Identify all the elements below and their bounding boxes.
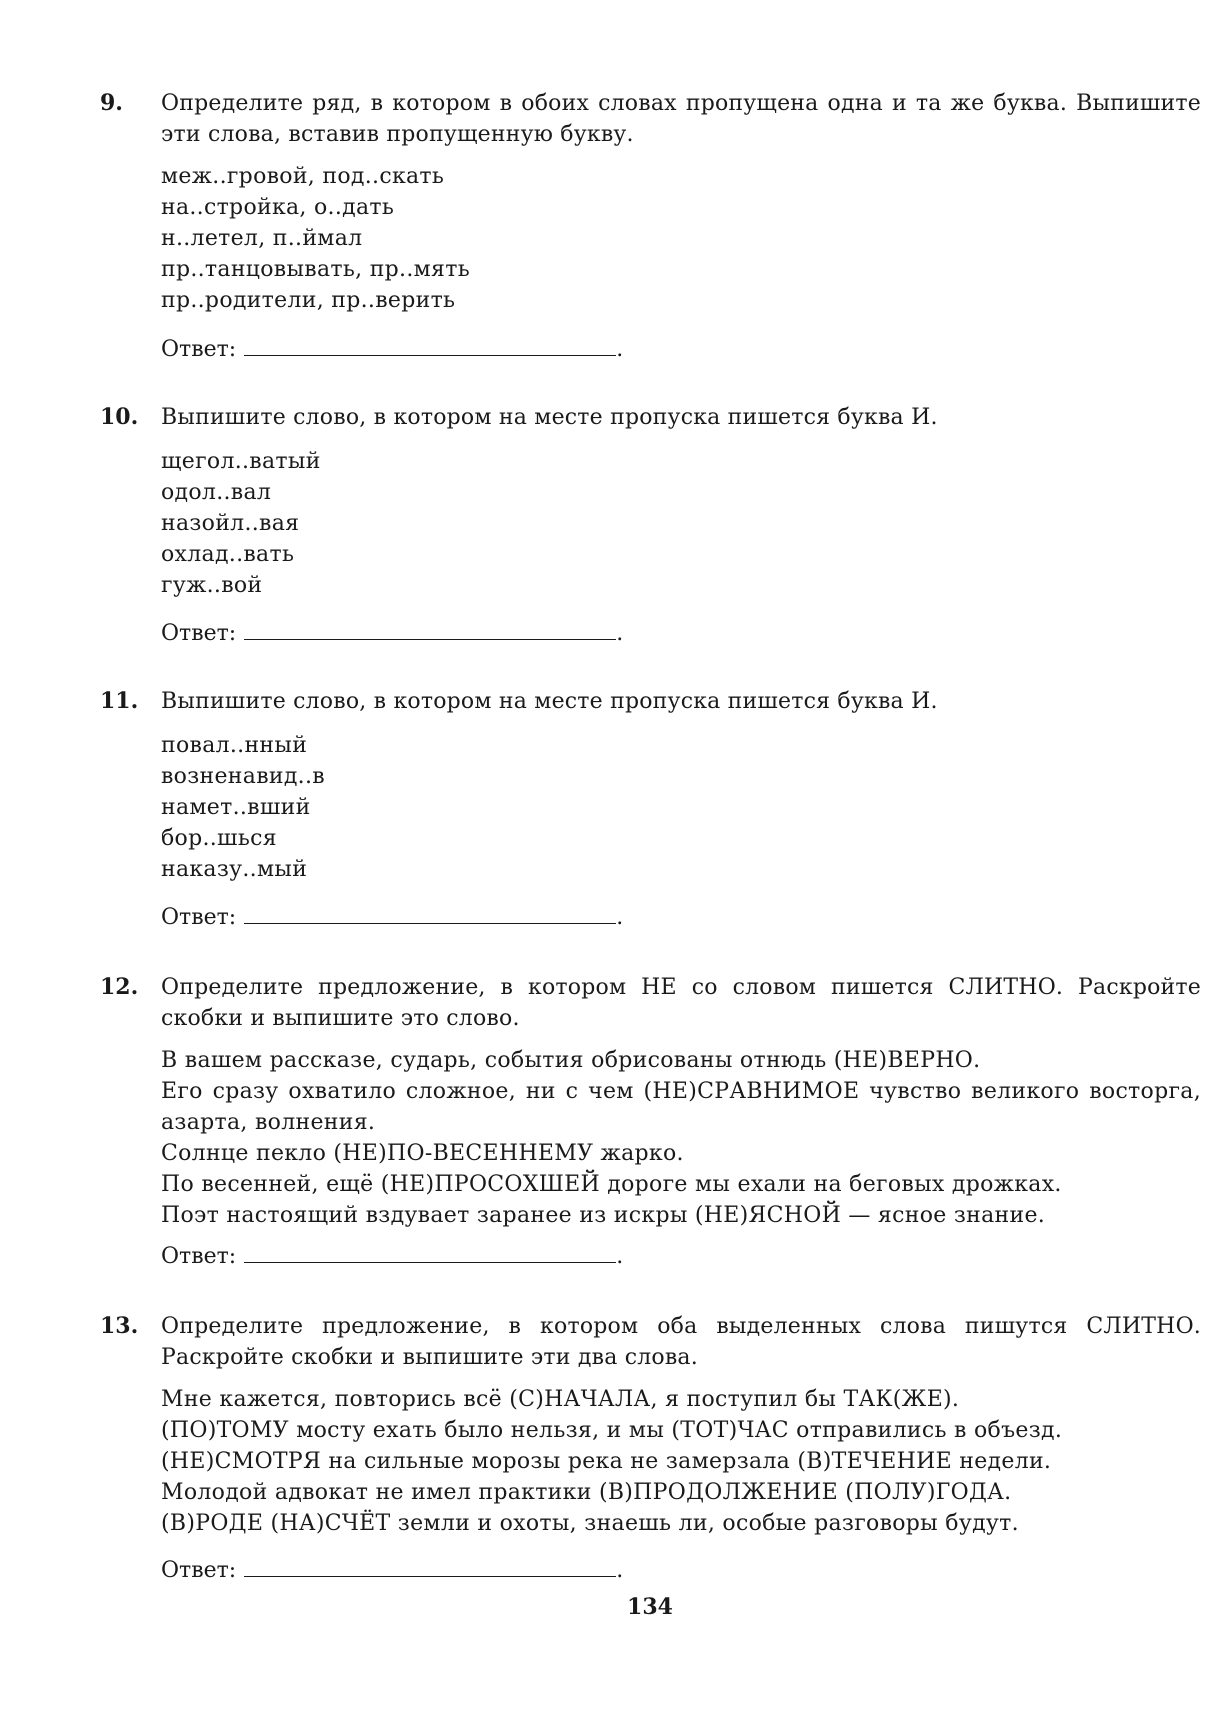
option: щегол..ватый <box>161 449 321 474</box>
option: одол..вал <box>161 480 272 505</box>
option: В вашем рассказе, сударь, события обрисованы отнюдь (НЕ)ВЕРНО. <box>161 1048 981 1073</box>
option: бор..шься <box>161 826 277 851</box>
answer-period: . <box>616 905 624 930</box>
option: меж..гровой, под..скать <box>161 164 445 189</box>
task-number: 10. <box>100 404 139 430</box>
answer-field[interactable] <box>244 903 616 924</box>
answer-period: . <box>616 621 624 646</box>
answer-period: . <box>616 337 624 362</box>
options-list <box>161 446 1201 601</box>
task-number: 13. <box>100 1313 139 1339</box>
answer-field[interactable] <box>244 1242 616 1263</box>
task-question: Выпишите слово, в котором на месте пропуска пишется буква И. <box>161 689 938 714</box>
option: Мне кажется, повторись всё (С)НАЧАЛА, я поступил бы ТАК(ЖЕ). <box>161 1387 960 1412</box>
option: По весенней, ещё (НЕ)ПРОСОХШЕЙ дороге мы ехали на беговых дрожках. <box>161 1172 1062 1197</box>
answer-row <box>161 1555 623 1586</box>
option: на..стройка, о..дать <box>161 195 395 220</box>
option: назойл..вая <box>161 511 300 536</box>
task-number: 12. <box>100 974 139 1000</box>
answer-label: Ответ: <box>161 905 237 930</box>
option: (ПО)ТОМУ мосту ехать было нельзя, и мы (ТОТ)ЧАС отправились в объезд. <box>161 1418 1063 1443</box>
option: Его сразу охватило сложное, ни с чем (НЕ)СРАВНИМОЕ чувство великого восторга, азарта, волнения. <box>161 1079 1201 1135</box>
option: Поэт настоящий вздувает заранее из искры (НЕ)ЯСНОЙ — ясное знание. <box>161 1203 1046 1228</box>
options-list <box>161 1384 1201 1539</box>
option: Солнце пекло (НЕ)ПО-ВЕСЕННЕМУ жарко. <box>161 1141 684 1166</box>
option: (В)РОДЕ (НА)СЧЁТ земли и охоты, знаешь ли, особые разговоры будут. <box>161 1511 1019 1536</box>
option: намет..вший <box>161 795 311 820</box>
option: пр..родители, пр..верить <box>161 288 456 313</box>
task-number: 9. <box>100 90 123 116</box>
option: н..летел, п..ймал <box>161 226 363 251</box>
option: пр..танцовывать, пр..мять <box>161 257 470 282</box>
options-list <box>161 1045 1201 1231</box>
option: Молодой адвокат не имел практики (В)ПРОДОЛЖЕНИЕ (ПОЛУ)ГОДА. <box>161 1480 1012 1505</box>
task-number: 11. <box>100 688 139 714</box>
option: гуж..вой <box>161 573 263 598</box>
option: наказу..мый <box>161 857 308 882</box>
option: повал..нный <box>161 733 308 758</box>
answer-field[interactable] <box>244 335 616 356</box>
answer-row <box>161 618 623 649</box>
options-list <box>161 161 1201 316</box>
task-question: Определите ряд, в котором в обоих словах пропущена одна и та же буква. Выпишите эти слова, вставив пропущенную букву. <box>161 91 1201 147</box>
answer-label: Ответ: <box>161 337 237 362</box>
answer-period: . <box>616 1558 624 1583</box>
answer-row <box>161 1241 623 1272</box>
task-question: Определите предложение, в котором НЕ со словом пишется СЛИТНО. Раскройте скобки и выпишите это слово. <box>161 975 1201 1031</box>
answer-field[interactable] <box>244 1556 616 1577</box>
task-question: Определите предложение, в котором оба выделенных слова пишутся СЛИТНО. Раскройте скобки и выпишите эти два слова. <box>161 1314 1201 1370</box>
option: охлад..вать <box>161 542 295 567</box>
task-question: Выпишите слово, в котором на месте пропуска пишется буква И. <box>161 405 938 430</box>
options-list <box>161 730 1201 885</box>
answer-row <box>161 902 623 933</box>
answer-label: Ответ: <box>161 621 237 646</box>
answer-label: Ответ: <box>161 1558 237 1583</box>
option: возненавид..в <box>161 764 325 789</box>
option: (НЕ)СМОТРЯ на сильные морозы река не замерзала (В)ТЕЧЕНИЕ недели. <box>161 1449 1052 1474</box>
answer-row <box>161 334 623 365</box>
answer-label: Ответ: <box>161 1244 237 1269</box>
answer-field[interactable] <box>244 619 616 640</box>
page-number: 134 <box>627 1594 673 1620</box>
answer-period: . <box>616 1244 624 1269</box>
